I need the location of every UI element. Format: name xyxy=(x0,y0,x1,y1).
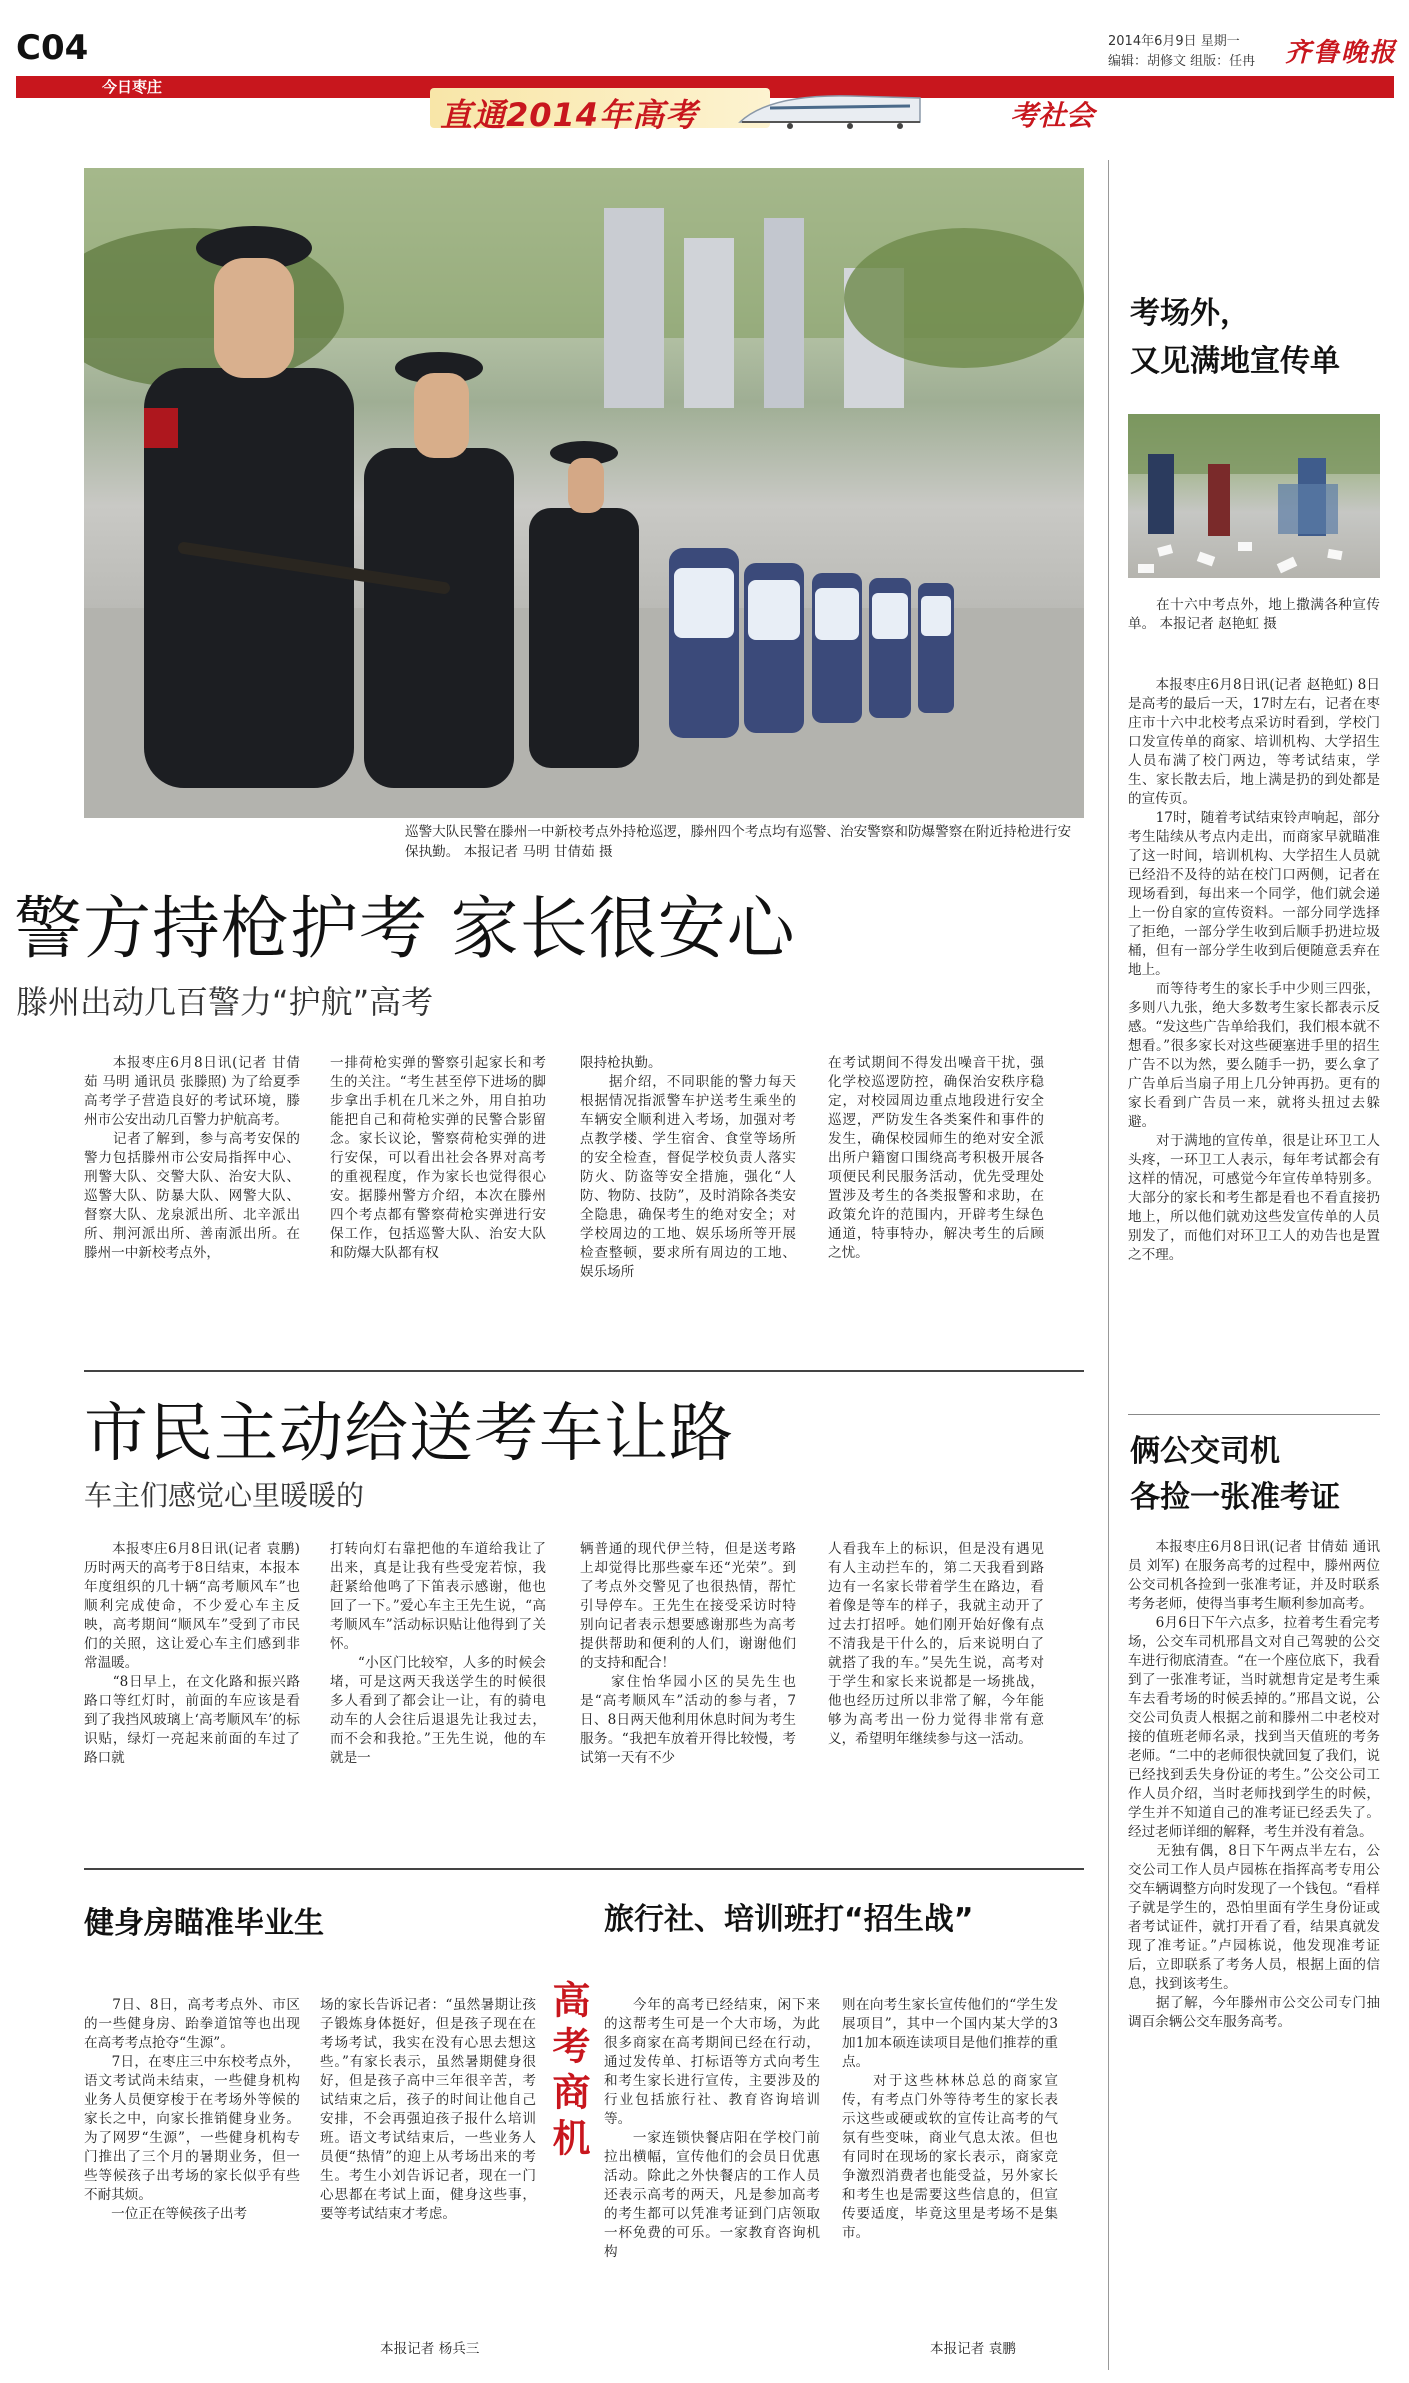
section-divider xyxy=(84,1370,1084,1372)
section-divider-2 xyxy=(84,1868,1084,1870)
leaflets-illustration xyxy=(1128,414,1380,578)
page-number: C04 xyxy=(16,28,89,68)
story4-column-1: 今年的高考已经结束，闲下来的这帮考生可是一个大市场，为此很多商家在高考期间已经在行动，通过发传单、打标语等方式向考生和考生家长进行宣传，主要涉及的行业包括旅行社、教育咨询培训等。 一家连锁快餐店阳在学校门前拉出横幅，宣传他们的会员日优惠活动。除此之外快餐店的工作人员还表示高考的两天，凡是参加高考的考生都可以凭准考证到门店领取一杯免费的可乐。一家教育咨询机构 xyxy=(604,1997,820,2260)
story3-byline: 本报记者 杨兵三 xyxy=(380,2341,480,2357)
story3-column-2: 场的家长告诉记者：“虽然暑期让孩子锻炼身体挺好，但是孩子现在在考场考试，我实在没有心思去想这些。”有家长表示，虽然暑期健身很好，但是孩子高中三年很辛苦，考试结束之后，孩子的时间让他自己安排，不会再强迫孩子报什么培训班。语文考试结束后，一些业务人员便“热情”的迎上从考场出来的考生。考生小刘告诉记者，现在一门心思都在考试上面，健身这些事，要等考试结束才考虑。 xyxy=(320,1997,536,2222)
editors-line: 编辑：胡修文 组版：任冉 xyxy=(1108,54,1256,69)
sidebar-divider xyxy=(1108,160,1109,2370)
main-photo-caption: 巡警大队民警在滕州一中新校考点外持枪巡逻，滕州四个考点均有巡警、治安警察和防爆警察在附近持枪进行安保执勤。 本报记者 马明 甘倩茹 摄 xyxy=(405,824,1072,860)
side1-headline-line2: 又见满地宣传单 xyxy=(1130,344,1340,379)
story1-column-3: 限持枪执勤。 据介绍，不同职能的警力每天根据情况指派警车护送考生乘坐的车辆安全顺利进入考场，加强对考点教学楼、学生宿舍、食堂等场所的安全检查，督促学校负责人落实防火、防盗等安全措施，强化“人防、物防、技防”，及时消除各类安全隐患，确保考生的绝对安全；对学校周边的工地、娱乐场所等开展检查整顿，要求所有周边的工地、娱乐场所 xyxy=(580,1055,796,1280)
banner xyxy=(430,82,1150,142)
section-bar: 今日枣庄 xyxy=(16,76,1394,98)
story2-subhead: 车主们感觉心里暖暖的 xyxy=(84,1479,365,1512)
train-icon xyxy=(730,84,930,134)
side1-photo xyxy=(1128,414,1380,578)
police-line-illustration xyxy=(84,168,1084,818)
story1-subhead: 滕州出动几百警力“护航”高考 xyxy=(16,983,434,1021)
sidebar-divider-h xyxy=(1128,1414,1380,1415)
main-photo xyxy=(84,168,1084,818)
side2-headline-line2: 各捡一张准考证 xyxy=(1130,1480,1340,1515)
story4-headline: 旅行社、培训班打“招生战” xyxy=(604,1902,974,1937)
story2-column-4: 人看我车上的标识，但是没有遇见有人主动拦车的，第二天我看到路边有一名家长带着学生在路边，看着像是等车的样子，我就主动开了过去打招呼。她们刚开始好像有点不清我是干什么的，后来说明白了就搭了我的车。”吴先生说，高考对于学生和家长来说都是一场挑战，他也经历过所以非常了解，今年能够为高考出一份力觉得非常有意义，希望明年继续参与这一活动。 xyxy=(828,1541,1044,1747)
story1-column-4: 在考试期间不得发出噪音干扰，强化学校巡逻防控，确保治安秩序稳定，对校园周边重点地段进行安全巡逻，严防发生各类案件和事件的发生，确保校园师生的绝对安全派出所户籍窗口围绕高考积极开展各项便民利民服务活动，优先受理处置涉及考生的各类报警和求助，在政策允许的范围内，开辟考生绿色通道，特事特办，解决考生的后顾之忧。 xyxy=(828,1055,1044,1261)
story4-byline: 本报记者 袁鹏 xyxy=(930,2341,1016,2357)
side1-headline-line1: 考场外， xyxy=(1130,296,1250,331)
side2-headline-line1: 俩公交司机 xyxy=(1130,1434,1280,1469)
side2-article: 本报枣庄6月8日讯(记者 甘倩茹 通讯员 刘军) 在服务高考的过程中，滕州两位公交司机各捡到一张准考证，并及时联系考务老师，使得当事考生顺利参加高考。 6月6日下午六点多，拉着考生看完考场，公交车司机邢昌文对自己驾驶的公交车进行彻底清查。“在一个座位底下，我看到了一张准考证，当时就想肯定是考生乘车去看考场的时候丢掉的。”邢昌文说，公交公司负责人根据之前和滕州二中老校对接的值班老师名录，找到当天值班的考务老师。“二中的老师很快就回复了我们，说已经找到丢失身份证的考生。”公交公司工作人员介绍，当时老师找到学生的时候，学生并不知道自己的准考证已经丢失了。经过老师详细的解释，考生并没有着急。 无独有偶，8日下午两点半左右，公交公司工作人员卢园栋在指挥高考专用公交车辆调整方向时发现了一个钱包。“看样子就是学生的，恐怕里面有学生身份证或者考试证件，就打开看了看，结果真就发现了准考证。”卢园栋说，他发现准考证后，立即联系了考务人员，根据上面的信息，找到该考生。 据了解，今年滕州市公交公司专门抽调百余辆公交车服务高考。 xyxy=(1128,1539,1380,2030)
story3-column-1: 7日、8日，高考考点外、市区的一些健身房、跆拳道馆等也出现在高考考点抢夺“生源”。 7日，在枣庄三中东校考点外，语文考试尚未结束，一些健身机构业务人员便穿梭于在考场外等候的家长之中，向家长推销健身业务。为了网罗“生源”，一些健身机构专门推出了三个月的暑期业务，但一些等候孩子出考场的家长似乎有些不耐其烦。 一位正在等候孩子出考 xyxy=(84,1997,300,2222)
story4-column-2: 则在向考生家长宣传他们的“学生发展项目”，其中一个国内某大学的3加1加本硕连读项目是他们推荐的重点。 对于这些林林总总的商家宣传，有考点门外等待考生的家长表示这些或硬或软的宣传让高考的气氛有些变味，商业气息太浓。但也有同时在现场的家长表示，商家竞争激烈消费者也能受益，另外家长和考生也是需要这些信息的，但宣传要适度，毕竟这里是考场不是集市。 xyxy=(842,1997,1058,2241)
story2-column-3: 辆普通的现代伊兰特，但是送考路上却觉得比那些豪车还“光荣”。到了考点外交警见了也很热情，帮忙引导停车。王先生在接受采访时特别向记者表示想要感谢那些为高考提供帮助和便利的人们，谢谢他们的支持和配合！ 家住怡华园小区的吴先生也是“高考顺风车”活动的参与者，7日、8日两天他利用休息时间为考生服务。“我把车放着开得比较慢，考试第一天有不少 xyxy=(580,1541,796,1766)
masthead-logo: 齐鲁晚报 xyxy=(1285,38,1398,68)
story2-headline: 市民主动给送考车让路 xyxy=(84,1397,734,1471)
banner-tag: 考社会 xyxy=(1010,99,1095,132)
story2-column-2: 打转向灯右靠把他的车道给我让了出来，真是让我有些受宠若惊，我赶紧给他鸣了下笛表示感谢，他也回了一下。”爱心车主王先生说，“高考顺风车”活动标识贴让他得到了关怀。 “小区门比较窄，人多的时候会堵，可是这两天我送学生的时候很多人看到了都会让一让，有的骑电动车的人会往后退退先让我过去，而不会和我抢。”王先生说，他的车就是一 xyxy=(330,1541,546,1766)
story1-column-2: 一排荷枪实弹的警察引起家长和考生的关注。“考生甚至停下进场的脚步拿出手机在几米之外，用自拍功能把自己和荷枪实弹的民警合影留念。家长议论，警察荷枪实弹的进行安保，可以看出社会各界对高考的重视程度，作为家长也觉得很心安。据滕州警方介绍，本次在滕州四个考点都有警察荷枪实弹进行安保工作，包括巡警大队、治安大队和防爆大队都有权 xyxy=(330,1055,546,1261)
story1-column-1: 本报枣庄6月8日讯(记者 甘倩茹 马明 通讯员 张滕照) 为了给夏季高考学子营造良好的考试环境，滕州市公安出动几百警力护航高考。 记者了解到，参与高考安保的警力包括滕州市公安局指挥中心、刑警大队、交警大队、治安大队、巡警大队、防暴大队、网警大队、督察大队、龙泉派出所、北辛派出所、荆河派出所、善南派出所。在滕州一中新校考点外， xyxy=(84,1055,300,1261)
side1-photo-caption: 在十六中考点外，地上撒满各种宣传单。 本报记者 赵艳虹 摄 xyxy=(1128,597,1380,632)
date-line: 2014年6月9日 星期一 xyxy=(1108,34,1240,49)
banner-title: 直通2014年高考 xyxy=(440,96,699,134)
story1-headline: 警方持枪护考 家长很安心 xyxy=(14,890,796,969)
story3-headline: 健身房瞄准毕业生 xyxy=(84,1906,324,1941)
side1-article: 本报枣庄6月8日讯(记者 赵艳虹) 8日是高考的最后一天，17时左右，记者在枣庄市十六中北校考点采访时看到，学校门口发宣传单的商家、培训机构、大学招生人员布满了校门两边，等考试结束，学生、家长散去后，地上满是扔的到处都是的宣传页。 17时，随着考试结束铃声响起，部分考生陆续从考点内走出，而商家早就瞄准了这一时间，培训机构、大学招生人员就已经沿不及待的站在校门口两侧，记者在现场看到，每出来一个同学，他们就会递上一份自家的宣传资料。一部分同学选择了拒绝，一部分学生收到后顺手扔进垃圾桶，但有一部分学生收到后便随意丢弃在地上。 而等待考生的家长手中少则三四张，多则八九张，绝大多数考生家长都表示反感。“发这些广告单给我们，我们根本就不想看。”很多家长对这些硬塞进手里的招生广告不以为然，要么随手一扔，要么拿了广告单后当扇子用上几分钟再扔。更有的家长看到广告员一来，就将头扭过去躲避。 对于满地的宣传单，很是让环卫工人头疼，一环卫工人表示，每年考试都会有这样的情况，可感觉今年宣传单特别多。大部分的家长和考生都是看也不看直接扔地上，所以他们就劝这些发宣传单的人员别发了，而他们对环卫工人的劝告也是置之不理。 xyxy=(1128,677,1380,1263)
vertical-tag: 高考商机 xyxy=(546,1980,590,2164)
story2-column-1: 本报枣庄6月8日讯(记者 袁鹏) 历时两天的高考于8日结束，本报本年度组织的几十辆“高考顺风车”也顺利完成使命，不少爱心车主反映，高考期间“顺风车”受到了市民们的关照，这让爱心车主们感到非常温暖。 “8日早上，在文化路和振兴路路口等红灯时，前面的车应该是看到了我挡风玻璃上‘高考顺风车’的标识贴，绿灯一亮起来前面的车过了路口就 xyxy=(84,1541,300,1766)
